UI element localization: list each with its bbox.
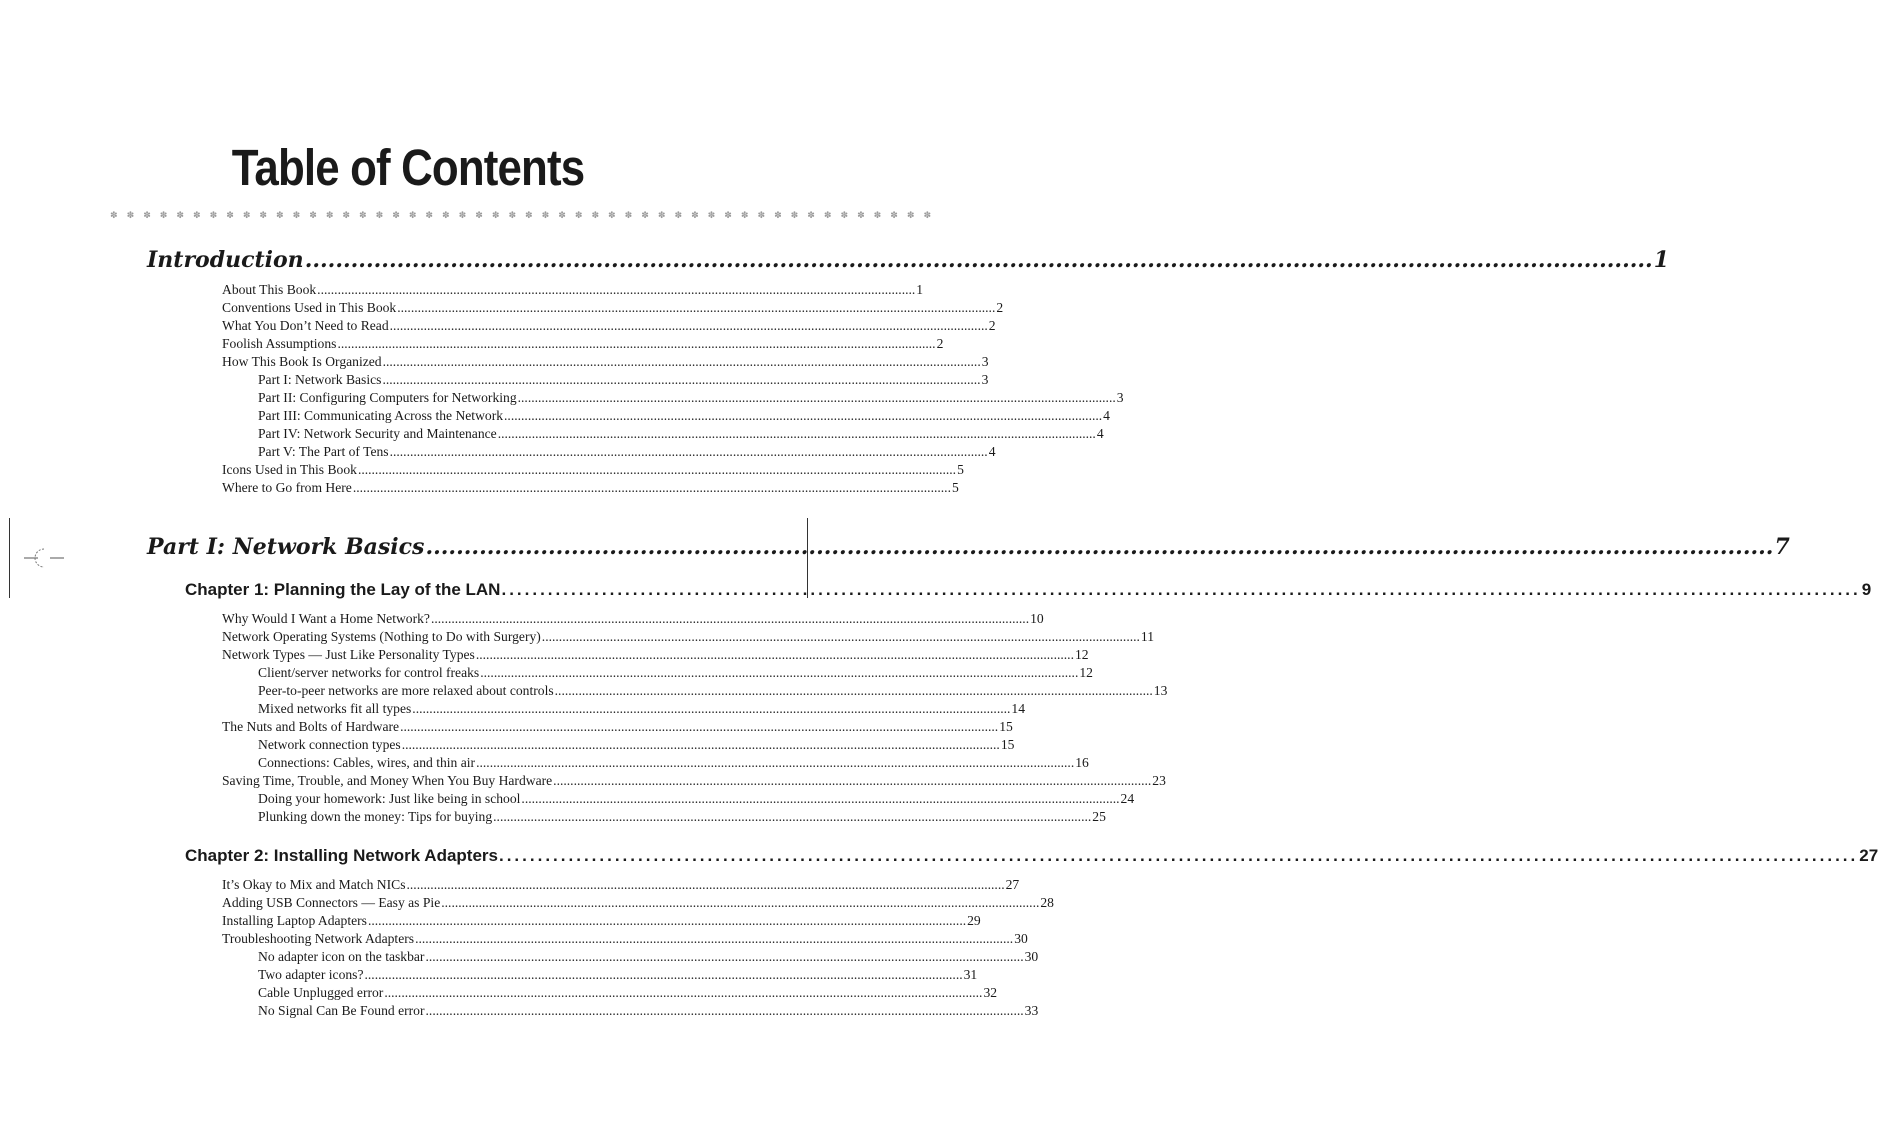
- entry-label: What You Don’t Need to Read: [222, 318, 389, 333]
- dot-leader: [441, 894, 1039, 912]
- entry-label: Mixed networks fit all types: [258, 701, 412, 716]
- toc-subentry[interactable]: [258, 371, 989, 389]
- toc-subentry[interactable]: [258, 966, 978, 984]
- entry-label: Two adapter icons?: [258, 967, 364, 982]
- toc-heading-chapter-1[interactable]: [185, 577, 1872, 603]
- toc-entry[interactable]: [222, 610, 1044, 628]
- dot-leader: [368, 912, 966, 930]
- page-number: 1: [1653, 247, 1670, 273]
- registration-mark-icon: [24, 546, 64, 570]
- entry-label: The Nuts and Bolts of Hardware: [222, 719, 400, 734]
- entry-label: About This Book: [222, 282, 317, 297]
- page-number: 30: [1014, 931, 1028, 946]
- page-number: 7: [1774, 534, 1790, 560]
- dot-leader: [553, 772, 1151, 790]
- page-number: 16: [1075, 755, 1089, 770]
- toc-subentry[interactable]: [258, 808, 1106, 826]
- crop-mark-left: [0, 518, 10, 598]
- dot-leader: [407, 876, 1005, 894]
- toc-entry[interactable]: [222, 628, 1155, 646]
- page-number: 23: [1152, 773, 1166, 788]
- dot-leader: [501, 577, 1860, 603]
- page-number: 5: [951, 480, 959, 495]
- dot-leader: [425, 530, 1773, 564]
- toc-subentry[interactable]: [258, 754, 1089, 772]
- page-number: 2: [988, 318, 996, 333]
- toc-entry[interactable]: [222, 912, 981, 930]
- toc-entry[interactable]: [222, 930, 1028, 948]
- entry-label: It’s Okay to Mix and Match NICs: [222, 877, 406, 892]
- page-number: 2: [996, 300, 1004, 315]
- page-number: 4: [1096, 426, 1104, 441]
- toc-subentry[interactable]: [258, 425, 1104, 443]
- dot-leader: [498, 425, 1096, 443]
- entry-label: Saving Time, Trouble, and Money When You Buy Hardware: [222, 773, 553, 788]
- entry-label: Conventions Used in This Book: [222, 300, 397, 315]
- page-number: 11: [1140, 629, 1155, 644]
- page-number: 9: [1861, 580, 1872, 599]
- entry-label: Part IV: Network Security and Maintenance: [258, 426, 497, 441]
- toc-heading-part-1[interactable]: [147, 530, 1790, 564]
- page-number: 2: [936, 336, 944, 351]
- heading-label: Part I: Network Basics: [147, 534, 425, 560]
- dot-leader: [480, 664, 1078, 682]
- page-number: 15: [999, 719, 1013, 734]
- dot-leader: [555, 682, 1153, 700]
- toc-entry[interactable]: [222, 317, 996, 335]
- dot-leader: [402, 736, 1000, 754]
- entry-label: Peer-to-peer networks are more relaxed about controls: [258, 683, 554, 698]
- toc-subentry[interactable]: [258, 948, 1039, 966]
- entry-label: Adding USB Connectors — Easy as Pie: [222, 895, 441, 910]
- toc-subentry[interactable]: [258, 790, 1135, 808]
- dot-leader: [390, 317, 988, 335]
- dot-leader: [431, 610, 1029, 628]
- page-number: 1: [916, 282, 924, 297]
- ornament-divider: ✽ ✽ ✽ ✽ ✽ ✽ ✽ ✽ ✽ ✽ ✽ ✽ ✽ ✽ ✽ ✽ ✽ ✽ ✽ ✽ ✽ ✽ ✽ ✽ ✽ ✽ ✽ ✽ ✽ ✽ ✽ ✽ ✽ ✽ ✽ ✽ ✽ ✽ ✽ ✽ ✽ ✽ ✽ ✽ ✽ ✽ ✽ ✽ ✽ ✽: [110, 211, 935, 221]
- toc-entry[interactable]: [222, 876, 1020, 894]
- toc-entry[interactable]: [222, 479, 959, 497]
- entry-label: Foolish Assumptions: [222, 336, 337, 351]
- page-number: 14: [1011, 701, 1026, 716]
- heading-label: Chapter 1: Planning the Lay of the LAN: [185, 580, 501, 599]
- dot-leader: [353, 479, 951, 497]
- entry-label: No adapter icon on the taskbar: [258, 949, 425, 964]
- dot-leader: [412, 700, 1010, 718]
- page-number: 32: [983, 985, 998, 1000]
- entry-label: Connections: Cables, wires, and thin air: [258, 755, 476, 770]
- entry-label: Network connection types: [258, 737, 401, 752]
- page-number: 3: [1116, 390, 1124, 405]
- toc-subentry[interactable]: [258, 700, 1026, 718]
- entry-label: Cable Unplugged error: [258, 985, 384, 1000]
- page-number: 4: [988, 444, 996, 459]
- heading-label: Introduction: [147, 247, 304, 273]
- page-number: 10: [1030, 611, 1044, 626]
- page-number: 3: [981, 372, 989, 387]
- page-number: 5: [957, 462, 964, 477]
- entry-label: Part I: Network Basics: [258, 372, 382, 387]
- entry-label: Icons Used in This Book: [222, 462, 357, 477]
- page-number: 27: [1005, 877, 1020, 892]
- entry-label: How This Book Is Organized: [222, 354, 382, 369]
- dot-leader: [476, 646, 1074, 664]
- dot-leader: [390, 443, 988, 461]
- entry-label: Part V: The Part of Tens: [258, 444, 389, 459]
- toc-entry[interactable]: [222, 353, 989, 371]
- toc-subentry[interactable]: [258, 389, 1124, 407]
- page-number: 15: [1000, 737, 1015, 752]
- toc-heading-introduction[interactable]: [147, 243, 1670, 277]
- dot-leader: [499, 843, 1858, 869]
- page-number: 28: [1040, 895, 1054, 910]
- dot-leader: [542, 628, 1140, 646]
- dot-leader: [493, 808, 1091, 826]
- dot-leader: [400, 718, 998, 736]
- dot-leader: [476, 754, 1074, 772]
- entry-label: Installing Laptop Adapters: [222, 913, 367, 928]
- entry-label: No Signal Can Be Found error: [258, 1003, 425, 1018]
- toc-entry[interactable]: [222, 772, 1166, 790]
- toc-subentry[interactable]: [258, 682, 1168, 700]
- toc-subentry[interactable]: [258, 664, 1093, 682]
- entry-label: Network Operating Systems (Nothing to Do with Surgery): [222, 629, 541, 644]
- heading-label: Chapter 2: Installing Network Adapters: [185, 846, 498, 865]
- dot-leader: [397, 299, 995, 317]
- entry-label: Why Would I Want a Home Network?: [222, 611, 430, 626]
- page-number: 4: [1103, 408, 1110, 423]
- toc-entry[interactable]: [222, 894, 1054, 912]
- dot-leader: [426, 1002, 1024, 1020]
- toc-entry[interactable]: [222, 299, 1004, 317]
- toc-subentry[interactable]: [258, 1002, 1039, 1020]
- dot-leader: [504, 407, 1102, 425]
- dot-leader: [337, 335, 935, 353]
- entry-label: Troubleshooting Network Adapters: [222, 931, 415, 946]
- page-number: 33: [1024, 1003, 1039, 1018]
- toc-heading-chapter-2[interactable]: [185, 843, 1878, 869]
- page-title: Table of Contents: [231, 139, 585, 196]
- entry-label: Plunking down the money: Tips for buying: [258, 809, 493, 824]
- dot-leader: [305, 243, 1653, 277]
- entry-label: Doing your homework: Just like being in school: [258, 791, 521, 806]
- toc-entry[interactable]: [222, 718, 1013, 736]
- dot-leader: [365, 966, 963, 984]
- entry-label: Part III: Communicating Across the Network: [258, 408, 504, 423]
- toc-entry[interactable]: [222, 461, 964, 479]
- page-number: 31: [963, 967, 978, 982]
- toc-subentry[interactable]: [258, 407, 1110, 425]
- page-number: 13: [1153, 683, 1168, 698]
- toc-subentry[interactable]: [258, 736, 1015, 754]
- dot-leader: [518, 389, 1116, 407]
- toc-entry[interactable]: [222, 335, 944, 353]
- page-number: 12: [1079, 665, 1093, 680]
- page-number: 25: [1092, 809, 1106, 824]
- toc-entry[interactable]: [222, 281, 924, 299]
- entry-label: Network Types — Just Like Personality Types: [222, 647, 475, 662]
- entry-label: Client/server networks for control freaks: [258, 665, 480, 680]
- dot-leader: [317, 281, 915, 299]
- dot-leader: [384, 984, 982, 1002]
- page-number: 12: [1074, 647, 1089, 662]
- page-number: 3: [981, 354, 989, 369]
- dot-leader: [415, 930, 1013, 948]
- dot-leader: [382, 371, 980, 389]
- dot-leader: [425, 948, 1023, 966]
- page-number: 24: [1120, 791, 1135, 806]
- dot-leader: [358, 461, 956, 479]
- page-number: 27: [1859, 846, 1878, 865]
- toc-subentry[interactable]: [258, 443, 996, 461]
- page-number: 30: [1024, 949, 1039, 964]
- page-number: 29: [967, 913, 981, 928]
- toc-entry[interactable]: [222, 646, 1089, 664]
- entry-label: Where to Go from Here: [222, 480, 352, 495]
- dot-leader: [383, 353, 981, 371]
- dot-leader: [521, 790, 1119, 808]
- toc-subentry[interactable]: [258, 984, 998, 1002]
- entry-label: Part II: Configuring Computers for Networking: [258, 390, 517, 405]
